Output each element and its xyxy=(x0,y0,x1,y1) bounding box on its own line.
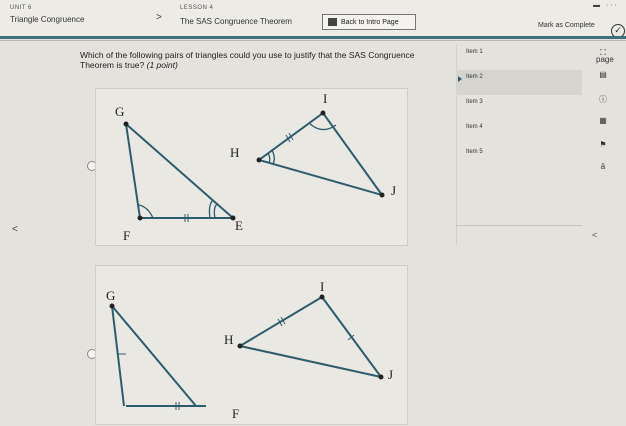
angle-arc-e-2 xyxy=(209,200,213,218)
accessibility-icon[interactable]: ⓘ xyxy=(599,95,607,104)
back-to-intro-button[interactable] xyxy=(322,14,416,30)
sidebar-item-4[interactable] xyxy=(456,120,582,145)
vertex-g xyxy=(124,122,129,127)
notes-icon[interactable]: ▤ xyxy=(599,70,607,79)
sidebar-item-label: Item 3 xyxy=(466,99,483,105)
angle-arc-h-2 xyxy=(272,150,274,164)
expand-icon[interactable]: ⛶ xyxy=(600,48,606,57)
label-h: H xyxy=(224,332,234,347)
collapse-chevron-icon[interactable]: < xyxy=(592,230,598,240)
vertex-i xyxy=(320,295,325,300)
question-text xyxy=(80,50,440,70)
triangle-ihj xyxy=(240,297,381,377)
header-subdivider xyxy=(0,40,626,41)
item-list xyxy=(456,45,582,170)
option-1-figure[interactable] xyxy=(95,88,408,246)
question-points: (1 point) xyxy=(146,60,178,70)
vertex-j xyxy=(379,375,384,380)
header-divider xyxy=(0,36,626,39)
label-j: J xyxy=(388,367,394,382)
check-icon[interactable]: ✓ xyxy=(611,24,625,38)
vertex-j xyxy=(380,193,385,198)
vertex-g xyxy=(110,304,115,309)
label-f: F xyxy=(232,406,240,421)
vertex-f xyxy=(138,216,143,221)
sidebar-footer xyxy=(456,225,582,248)
intro-page-icon xyxy=(328,18,337,26)
sidebar-item-label: Item 4 xyxy=(466,124,483,130)
sidebar-item-label: Item 2 xyxy=(466,74,483,80)
label-i: I xyxy=(323,91,328,106)
side-g-f-right xyxy=(112,306,196,406)
top-bar xyxy=(0,0,626,36)
previous-chevron-icon[interactable]: < xyxy=(12,224,18,235)
label-h: H xyxy=(230,145,240,160)
page-label: page xyxy=(596,55,614,64)
label-i: I xyxy=(320,279,325,294)
label-j: J xyxy=(391,183,397,198)
option-2-figure[interactable] xyxy=(95,265,408,425)
sidebar-item-3[interactable] xyxy=(456,95,582,120)
vertex-i xyxy=(321,111,326,116)
sidebar-item-2[interactable] xyxy=(456,70,582,95)
text-size-icon[interactable]: ā xyxy=(600,162,606,171)
triangle-gfe xyxy=(126,124,233,218)
window-controls-icon[interactable]: ▬ ··· xyxy=(593,2,619,9)
question-body: Which of the following pairs of triangles could you use to justify that the SAS Congruence Theorem is true? xyxy=(80,50,415,70)
angle-arc-h-1 xyxy=(268,153,270,163)
label-g: G xyxy=(115,104,125,119)
flag-icon[interactable]: ⚑ xyxy=(599,140,607,149)
option-2-diagram xyxy=(96,266,409,426)
lesson-title: The SAS Congruence Theorem xyxy=(180,17,292,26)
label-e: E xyxy=(235,218,243,233)
sidebar-item-1[interactable] xyxy=(456,45,582,70)
unit-title[interactable]: Triangle Congruence xyxy=(10,15,85,24)
angle-arc-e-1 xyxy=(214,204,217,218)
sidebar-item-5[interactable] xyxy=(456,145,582,170)
vertex-h xyxy=(238,344,243,349)
sidebar-item-label: Item 1 xyxy=(466,49,483,55)
sidebar-item-label: Item 5 xyxy=(466,149,483,155)
vertex-h xyxy=(257,158,262,163)
triangle-ihj xyxy=(259,113,382,195)
breadcrumb-chevron-icon: > xyxy=(156,12,162,23)
lesson-label: LESSON 4 xyxy=(180,5,214,11)
option-1-diagram xyxy=(96,89,409,247)
unit-label: UNIT 6 xyxy=(10,5,32,11)
label-g: G xyxy=(106,288,116,303)
back-to-intro-label: Back to Intro Page xyxy=(341,18,399,26)
mark-complete-label[interactable]: Mark as Complete xyxy=(538,22,595,29)
label-f: F xyxy=(123,228,131,243)
side-g-f-left xyxy=(112,306,124,406)
calculator-icon[interactable]: ▦ xyxy=(599,116,607,125)
